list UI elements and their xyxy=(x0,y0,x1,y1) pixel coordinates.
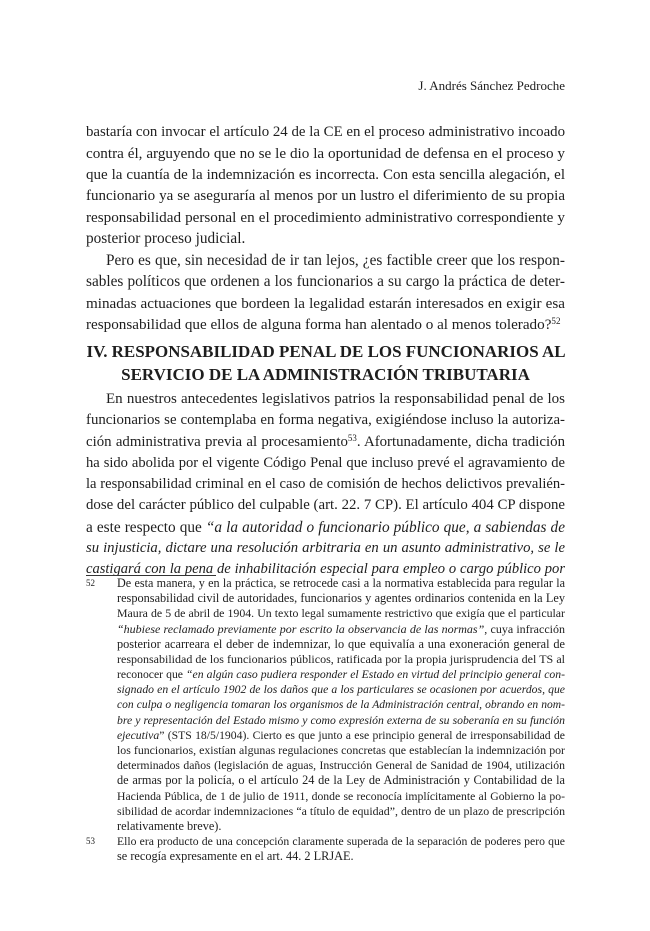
text-run: a este respecto que xyxy=(86,518,206,536)
text-line xyxy=(117,698,565,713)
text-line xyxy=(117,576,565,591)
italic-quote: “en algún caso pudiera responder el Estado en virtud del principio general con- xyxy=(186,668,565,682)
italic-quote: con culpa o negligencia tomaran los organismos de la Administración central, obrando en nom- xyxy=(117,698,565,711)
text-line xyxy=(117,849,565,864)
footnote-text xyxy=(117,834,565,864)
text-run: ción administrativa previa al procesamiento xyxy=(86,433,348,450)
paragraph-3 xyxy=(86,389,565,581)
footnote-53 xyxy=(86,834,565,864)
text-run: los funcionarios, existían algunas regulaciones concretas que establecían la indemnización por xyxy=(117,743,565,758)
text-run: responsabilidad personal en el procedimiento administrativo correspondiente y xyxy=(86,209,565,227)
text-run: dose del carácter público del culpable (art. 22. 7 CP). El artículo 404 CP dispone xyxy=(86,497,565,514)
footnotes xyxy=(86,576,565,865)
footnote-number: 52 xyxy=(86,578,95,588)
text-line xyxy=(86,250,565,271)
footnote-number: 53 xyxy=(86,836,95,847)
text-line xyxy=(86,538,565,559)
italic-quote: castigará con la pena de inhabilitación especial para empleo o cargo público por xyxy=(86,561,565,578)
text-line xyxy=(117,606,565,621)
section-heading-line-2: SERVICIO DE LA ADMINISTRACIÓN TRIBUTARIA xyxy=(121,365,530,384)
text-run: ha sido abolida por el vigente Código Penal que incluso prevé el agravamiento de xyxy=(86,454,565,471)
text-line xyxy=(86,410,565,431)
section-heading xyxy=(86,340,565,386)
text-line xyxy=(86,517,565,538)
text-run: Maura de 5 de abril de 1904. Un texto legal sumamente restrictivo que exigía que el particular xyxy=(117,606,565,621)
text-line xyxy=(86,432,565,453)
text-run: funcionarios se contemplaba en forma negativa, exigiéndose incluso la autoriza- xyxy=(86,412,565,429)
footnote-reference: 52 xyxy=(551,315,561,326)
text-run: reconocer que xyxy=(117,668,187,682)
section-heading-line-2-row xyxy=(86,363,565,386)
text-line xyxy=(117,622,565,637)
text-run: determinados daños (legislación de aguas, Instrucción General de Sanidad de 1904, utilización xyxy=(117,759,565,773)
text-line xyxy=(86,228,565,249)
footnote-text xyxy=(117,576,565,834)
footnote-52 xyxy=(86,576,565,834)
text-run: bastaría con invocar el artículo 24 de la CE en el proceso administrativo incoado xyxy=(86,124,565,140)
italic-quote: “hubiese reclamado previamente por escrito la observancia de las normas” xyxy=(117,621,485,636)
text-run: posterior proceso judicial. xyxy=(86,230,246,248)
text-line xyxy=(86,186,565,207)
text-run: responsabilidad civil de autoridades, funcionarios y agentes ordinarios contenida en la Ley xyxy=(117,591,565,606)
italic-quote: signado en el artículo 1902 de los daños que a los particulares se ocasionen por acuerdos, que xyxy=(117,683,565,697)
text-line xyxy=(86,293,565,314)
text-line xyxy=(117,834,565,849)
footnote-reference: 53 xyxy=(347,432,357,443)
text-run: relativamente breve). xyxy=(117,819,222,833)
text-line xyxy=(117,728,565,743)
text-line xyxy=(117,667,565,682)
text-run: . Afortunadamente, dicha tradición xyxy=(356,433,565,450)
text-line xyxy=(117,789,565,804)
text-line xyxy=(117,819,565,834)
italic-quote: bre y representación del Estado mismo y como expresión externa de su soberanía en su función xyxy=(117,713,565,727)
text-line xyxy=(86,143,565,164)
paragraph-2 xyxy=(86,250,565,335)
text-line xyxy=(117,682,565,697)
text-run: Hacienda Pública, de 1 de julio de 1911, donde se reconocía implícitamente al Gobierno la po- xyxy=(117,789,565,803)
text-line xyxy=(86,453,565,474)
text-line xyxy=(86,165,565,186)
text-run: de armas por la policía, o el artículo 24 de la Ley de Administración y Contabilidad de la xyxy=(117,773,565,788)
running-header-author: J. Andrés Sánchez Pedroche xyxy=(418,78,565,93)
text-line xyxy=(117,773,565,788)
section-heading-line-1-row xyxy=(86,340,565,363)
text-line xyxy=(117,758,565,773)
text-run: En nuestros antecedentes legislativos patrios la responsabilidad penal de los xyxy=(106,391,565,407)
text-run: la responsabilidad criminal en el caso de comisión de hechos delictivos prevalién- xyxy=(86,476,565,493)
text-run: De esta manera, y en la práctica, se retrocede casi a la normativa establecida para regular la xyxy=(117,576,565,590)
text-run: Pero es que, sin necesidad de ir tan lejos, ¿es factible creer que los respon- xyxy=(106,252,565,269)
text-run: minadas actuaciones que bordeen la legalidad estarán interesados en exigir esa xyxy=(86,294,565,312)
text-line xyxy=(117,713,565,728)
text-run: funcionario ya se aseguraría al menos por un lustro el diferimiento de su propia xyxy=(86,187,565,204)
text-run: contra él, arguyendo que no se le dio la oportunidad de defensa en el proceso y xyxy=(86,145,565,163)
text-run: , cuya infracción xyxy=(484,621,565,636)
text-run: sables políticos que ordenen a los funcionarios a su cargo la práctica de deter- xyxy=(86,273,565,291)
text-line xyxy=(86,495,565,516)
text-run: Ello era producto de una concepción claramente superada de la separación de poderes pero que xyxy=(117,835,565,849)
text-run: posterior acarreara el deber de indemnizar, lo que equivalía a una exoneración general de xyxy=(117,636,565,651)
text-line xyxy=(117,637,565,652)
text-run: se recogía expresamente en el art. 44. 2 LRJAE. xyxy=(117,849,354,864)
text-line xyxy=(86,314,565,335)
text-run: sibilidad de acordar indemnizaciones “a título de equidad”, dentro de un plazo de prescripción xyxy=(117,803,565,818)
text-line xyxy=(86,474,565,495)
italic-quote: “a la autoridad o funcionario público que, a sabiendas de xyxy=(205,518,565,536)
section-heading-line-1: IV. RESPONSABILIDAD PENAL DE LOS FUNCIONARIOS AL xyxy=(86,342,566,361)
paragraph-1 xyxy=(86,122,565,250)
text-line xyxy=(117,804,565,819)
text-run: responsabilidad de los funcionarios públicos, ratificada por la propia jurisprudencia del TS al xyxy=(117,651,565,666)
italic-quote: su injusticia, dictare una resolución arbitraria en un asunto administrativo, se le xyxy=(86,540,565,557)
text-line xyxy=(86,122,565,143)
text-line xyxy=(117,652,565,667)
text-line xyxy=(86,207,565,228)
text-line xyxy=(86,389,565,410)
text-line xyxy=(117,591,565,606)
text-run: que la cuantía de la indemnización es incorrecta. Con esta sencilla alegación, el xyxy=(86,166,565,183)
text-run: responsabilidad que ellos de alguna forma han alentado o al menos tolerado? xyxy=(86,315,552,333)
italic-quote: ejecutiva xyxy=(117,728,160,742)
text-run: ” (STS 18/5/1904). Cierto es que junto a ese principio general de irresponsabilidad de xyxy=(159,728,565,742)
text-line xyxy=(117,743,565,758)
text-line xyxy=(86,271,565,292)
